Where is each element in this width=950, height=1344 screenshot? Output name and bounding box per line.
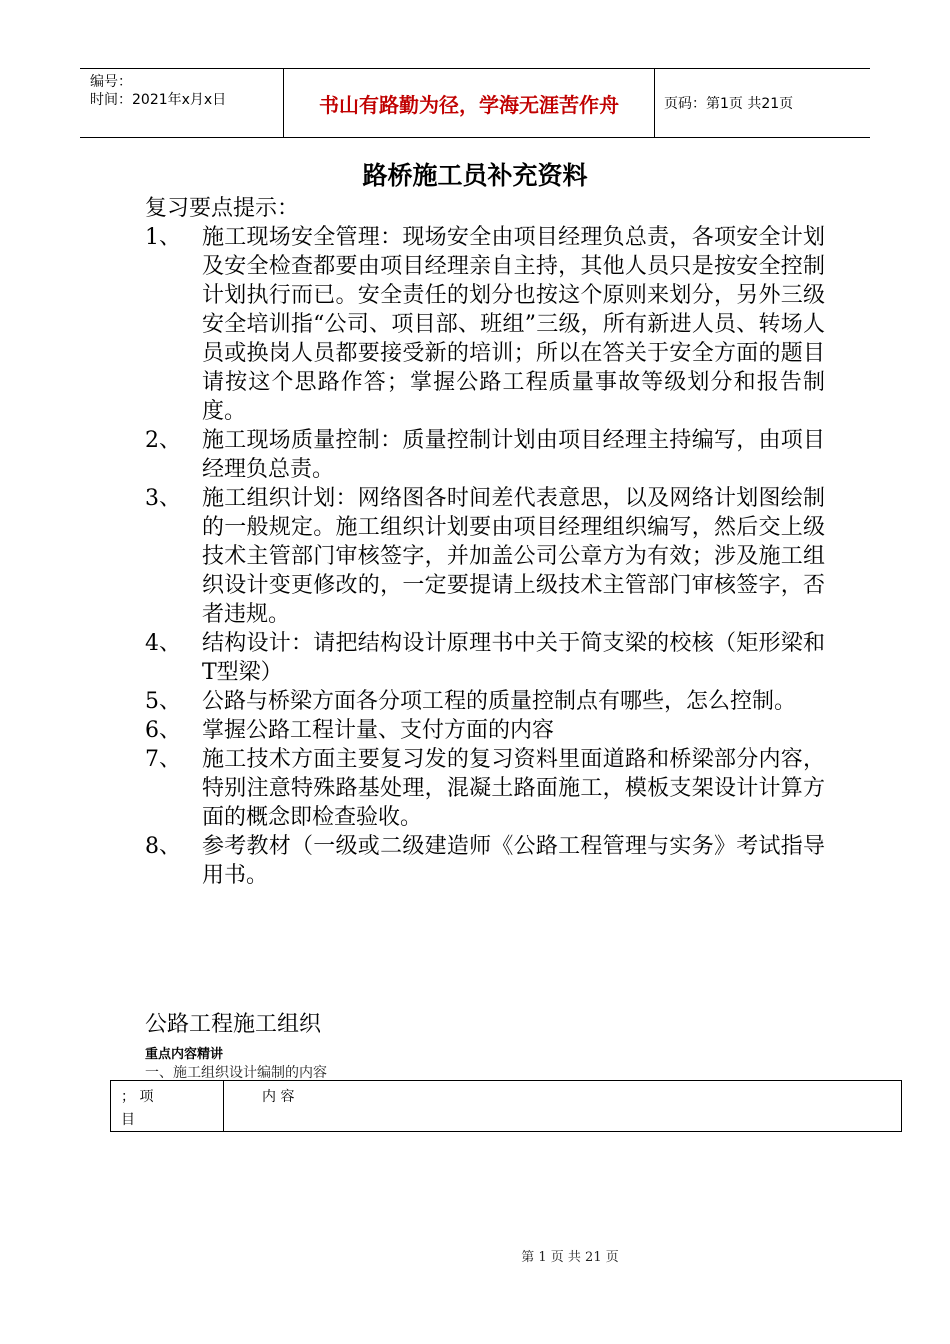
table-cell-text: ； 项 [121, 1089, 154, 1105]
item-text: 结构设计：请把结构设计原理书中关于简支梁的校核（矩形梁和T型梁） [202, 631, 825, 685]
table-row [111, 1081, 902, 1132]
content-table [110, 1080, 902, 1132]
page-footer: 第 1 页 共 21 页 [521, 1250, 619, 1265]
document-title: 路桥施工员补充资料 [362, 161, 588, 190]
table-cell-text: 目 [121, 1112, 135, 1128]
list-item [145, 629, 825, 687]
section-subheading: 重点内容精讲 [145, 1047, 224, 1062]
list-item [145, 426, 825, 484]
item-number: 5、 [145, 689, 181, 714]
section-subline: 一、施工组织设计编制的内容 [145, 1065, 327, 1081]
item-number: 4、 [145, 631, 181, 656]
item-number: 3、 [145, 486, 181, 511]
item-text: 掌握公路工程计量、支付方面的内容 [202, 718, 555, 743]
time-label: 时间：2021年x月x日 [90, 92, 227, 108]
item-text: 施工组织计划：网络图各时间差代表意思，以及网络计划图绘制的一般规定。施工组织计划要由项目经理组织编写，然后交上级技术主管部门审核签字，并加盖公司公章方为有效；涉及施工组织设计变更修改的，一定要提请上级技术主管部门审核签字，否者违规。 [202, 486, 825, 627]
list-item [145, 223, 825, 426]
header-motto: 书山有路勤为径，学海无涯苦作舟 [283, 69, 655, 137]
list-item [145, 745, 825, 832]
item-text: 施工技术方面主要复习发的复习资料里面道路和桥梁部分内容，特别注意特殊路基处理，混凝土路面施工，模板支架设计计算方面的概念即检查验收。 [202, 747, 825, 830]
code-label: 编号： [90, 74, 132, 90]
table-cell-item [111, 1081, 224, 1132]
section-title: 公路工程施工组织 [145, 1012, 322, 1037]
item-text: 施工现场安全管理：现场安全由项目经理负总责，各项安全计划及安全检查都要由项目经理亲自主持，其他人员只是按安全控制计划执行而已。安全责任的划分也按这个原则来划分，另外三级安全培训指“公司、项目部、班组”三级，所有新进人员、转场人员或换岗人员都要接受新的培训；所以在答关于安全方面的题目请按这个思路作答；掌握公路工程质量事故等级划分和报告制度。 [202, 225, 825, 424]
header-page-info: 页码：第1页 共21页 [664, 96, 794, 112]
list-item [145, 484, 825, 629]
header-meta [80, 69, 283, 137]
page-header [80, 68, 870, 138]
table-cell-text: 内 容 [262, 1089, 295, 1105]
item-text: 公路与桥梁方面各分项工程的质量控制点有哪些，怎么控制。 [202, 689, 797, 714]
intro-heading: 复习要点提示： [145, 196, 300, 221]
item-number: 7、 [145, 747, 181, 772]
item-number: 2、 [145, 428, 181, 453]
item-text: 参考教材（一级或二级建造师《公路工程管理与实务》考试指导用书。 [202, 834, 825, 888]
item-number: 6、 [145, 718, 181, 743]
item-text: 施工现场质量控制：质量控制计划由项目经理主持编写，由项目经理负总责。 [202, 428, 825, 482]
list-item [145, 716, 825, 745]
item-number: 8、 [145, 834, 181, 859]
list-item [145, 687, 825, 716]
list-item [145, 832, 825, 890]
item-number: 1、 [145, 225, 181, 250]
review-points-list [145, 223, 825, 890]
table-cell-content [224, 1081, 902, 1132]
